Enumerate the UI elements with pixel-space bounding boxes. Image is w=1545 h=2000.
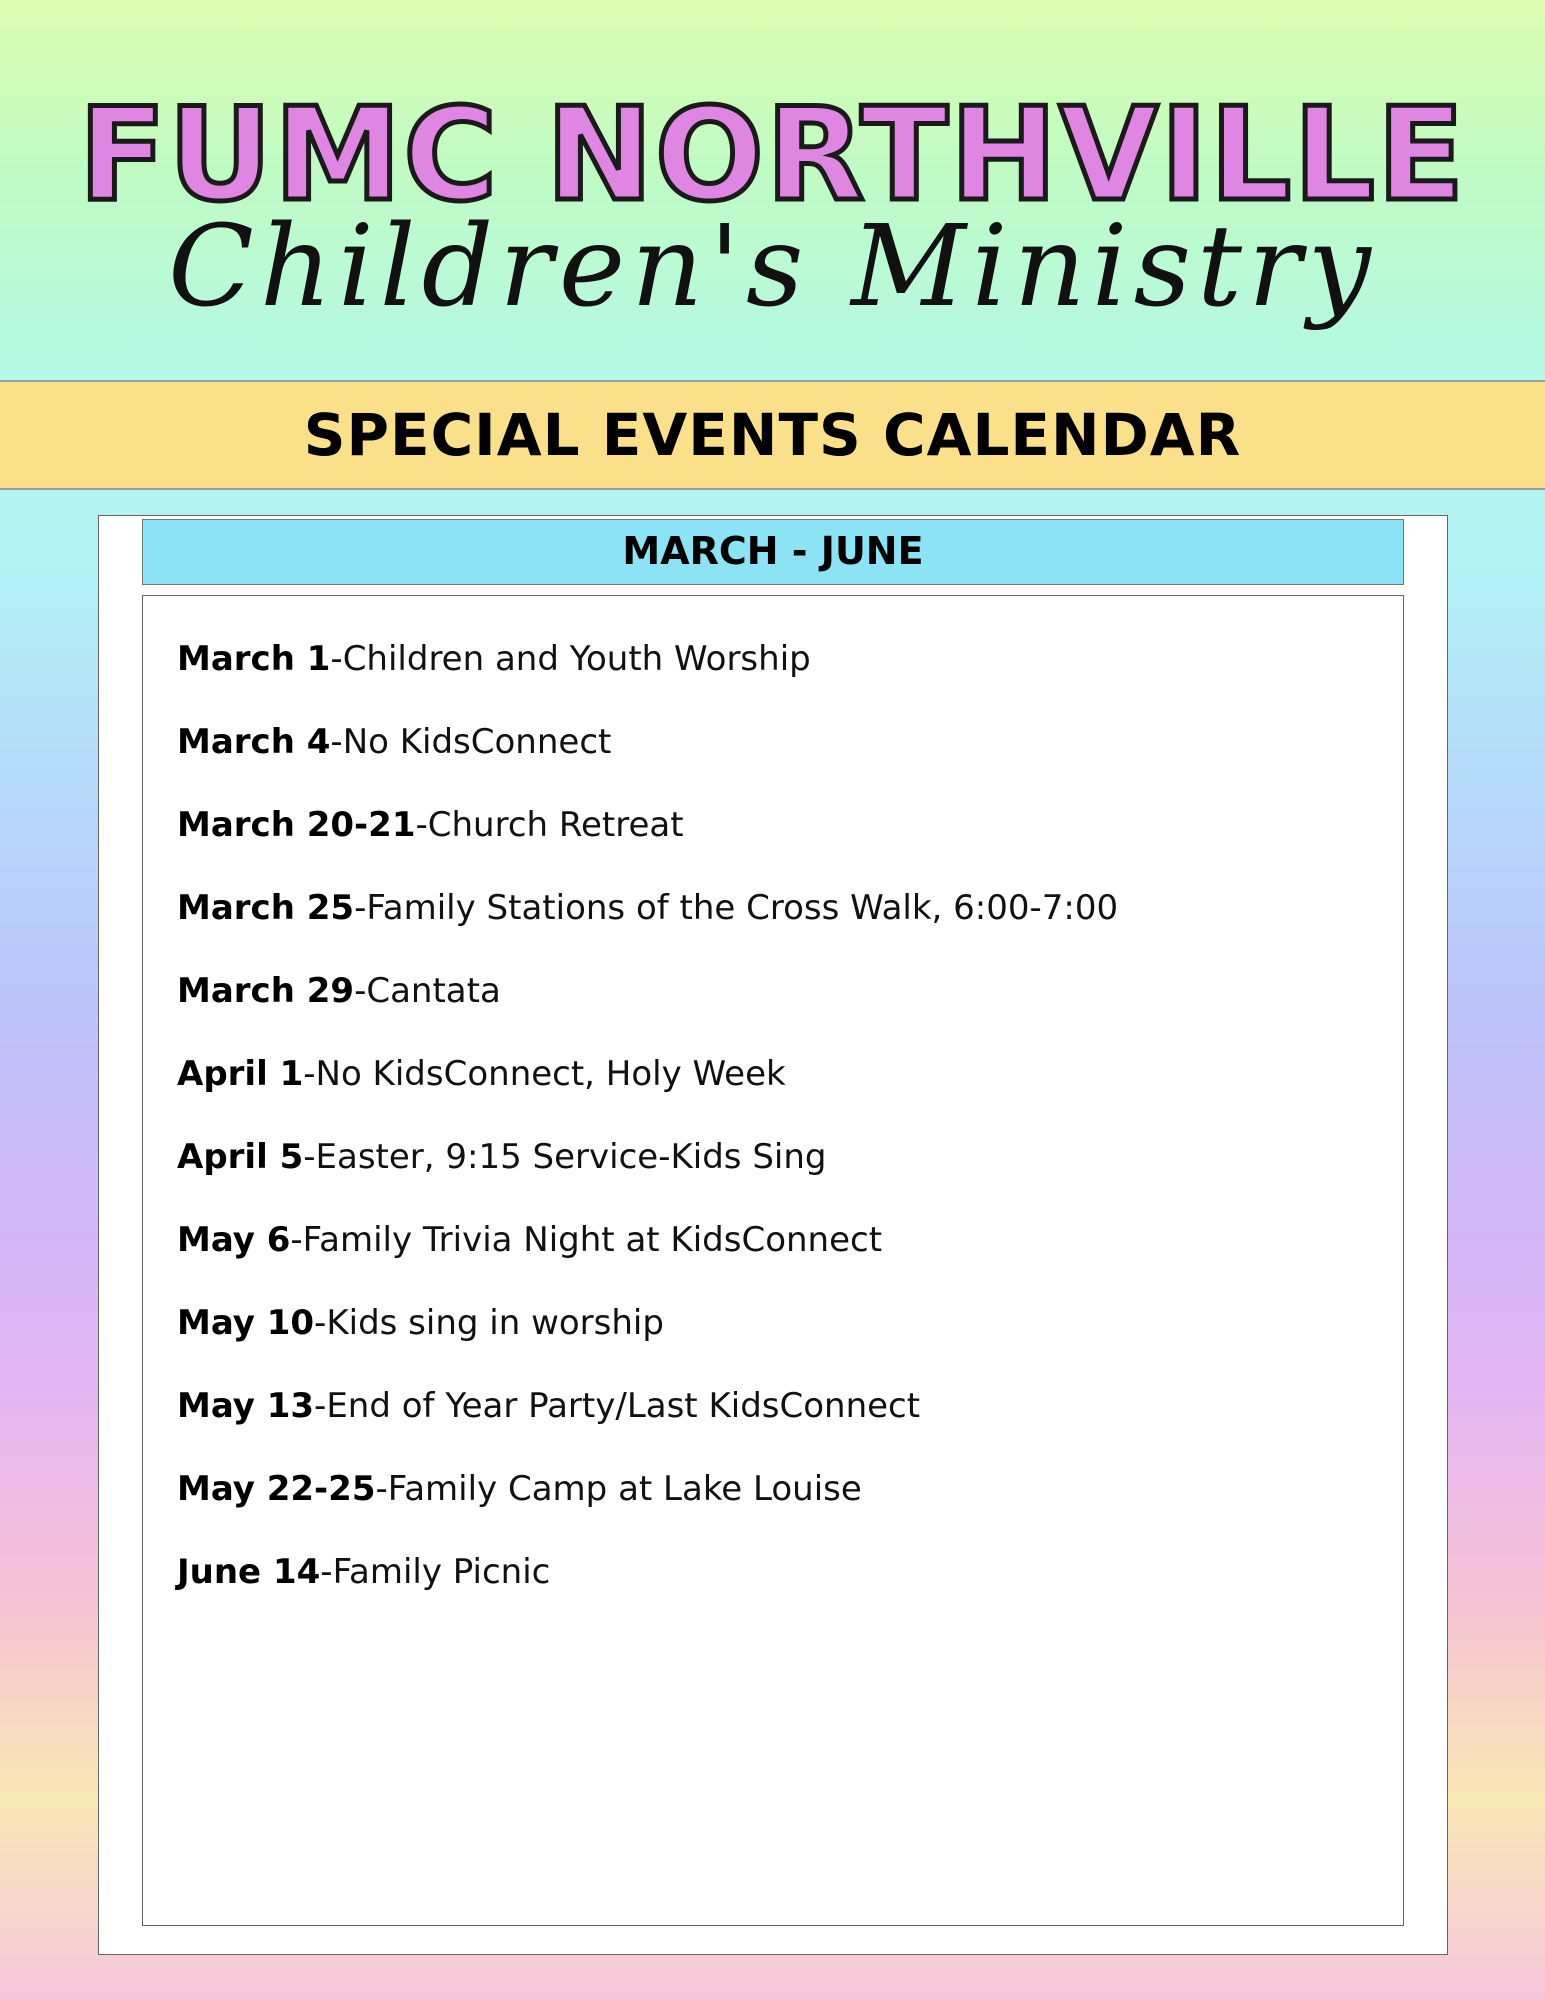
event-item [177,1294,1118,1377]
event-separator: - [354,888,367,928]
event-list [177,630,1118,1626]
event-description: Children and Youth Worship [342,639,811,679]
event-date: June 14 [177,1552,321,1592]
event-separator: - [303,1137,316,1177]
event-date: March 20-21 [177,805,416,845]
calendar-banner [0,380,1545,490]
calendar-card [98,515,1448,1955]
event-date: April 5 [177,1137,304,1177]
event-separator: - [330,639,343,679]
event-date: March 29 [177,971,355,1011]
event-item [177,1543,1118,1626]
event-description: No KidsConnect, Holy Week [315,1054,786,1094]
event-date: March 1 [177,639,331,679]
event-separator: - [314,1386,327,1426]
event-separator: - [303,1054,316,1094]
event-description: Kids sing in worship [326,1303,664,1343]
event-description: End of Year Party/Last KidsConnect [326,1386,921,1426]
event-item [177,1460,1118,1543]
event-date: May 6 [177,1220,291,1260]
event-separator: - [320,1552,333,1592]
event-item [177,630,1118,713]
event-item [177,962,1118,1045]
event-item [177,796,1118,879]
event-separator: - [354,971,367,1011]
date-range-label: MARCH - JUNE [622,529,924,573]
event-description: Family Camp at Lake Louise [387,1469,862,1509]
event-date: May 13 [177,1386,315,1426]
event-description: Church Retreat [427,805,684,845]
event-separator: - [330,722,343,762]
event-item [177,1211,1118,1294]
event-description: No KidsConnect [342,722,612,762]
event-description: Family Stations of the Cross Walk, 6:00-7:00 [366,888,1119,928]
event-date: May 22-25 [177,1469,376,1509]
banner-title: SPECIAL EVENTS CALENDAR [303,401,1242,469]
event-item [177,1128,1118,1211]
org-subtitle: Children's Ministry [168,202,1377,332]
event-description: Family Trivia Night at KidsConnect [302,1220,883,1260]
event-item [177,1045,1118,1128]
event-separator: - [375,1469,388,1509]
event-description: Easter, 9:15 Service-Kids Sing [315,1137,827,1177]
event-separator: - [415,805,428,845]
event-date: March 25 [177,888,355,928]
event-item [177,1377,1118,1460]
events-box [142,595,1404,1926]
event-item [177,713,1118,796]
event-description: Cantata [366,971,501,1011]
date-range-bar [142,519,1404,585]
event-separator: - [290,1220,303,1260]
event-description: Family Picnic [332,1552,551,1592]
header [0,0,1545,380]
event-date: May 10 [177,1303,315,1343]
org-title: FUMC NORTHVILLE [78,81,1467,230]
event-date: March 4 [177,722,331,762]
event-separator: - [314,1303,327,1343]
event-date: April 1 [177,1054,304,1094]
event-item [177,879,1118,962]
